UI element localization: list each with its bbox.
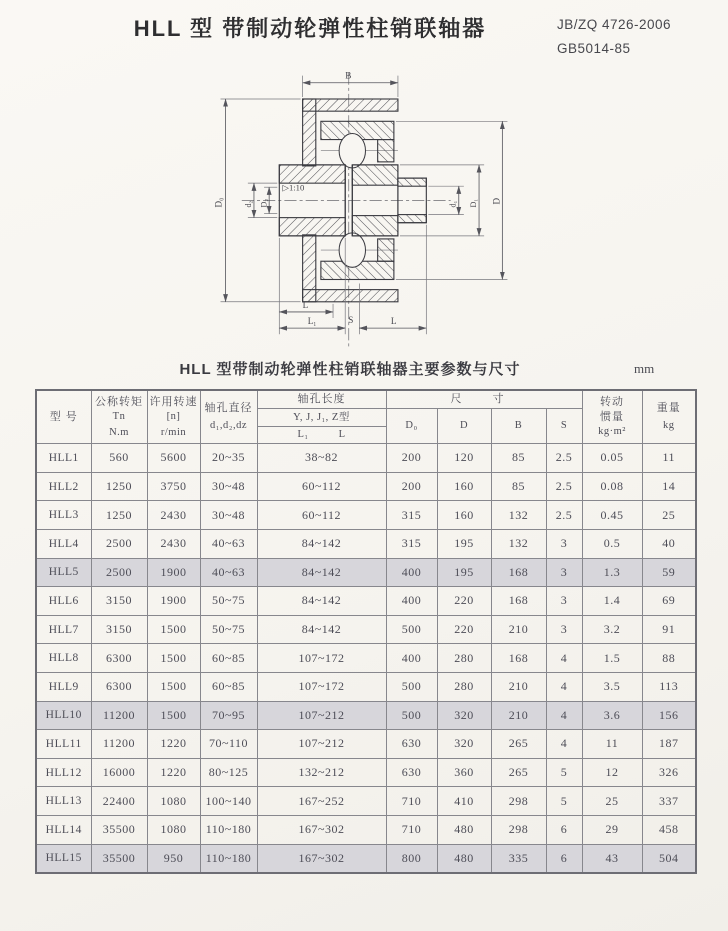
dim-l-right-label: L [390,316,397,327]
cell-d0: 200 [386,444,437,473]
cell-bore: 50~75 [200,587,257,616]
cell-n: 2430 [147,529,200,558]
cell-d0: 315 [386,529,437,558]
cell-inertia: 0.5 [582,529,642,558]
cell-s: 3 [546,615,582,644]
table-row [36,472,696,501]
cell-n: 950 [147,844,200,873]
header-col-d0-label: D₀ [405,420,418,432]
cell-n: 1500 [147,644,200,673]
cell-inertia: 3.6 [582,701,642,730]
cell-n: 1500 [147,615,200,644]
cell-model: HLL2 [36,472,91,501]
page-title: HLL 型 带制动轮弹性柱销联轴器 [133,16,487,41]
standard-jbzq: JB/ZQ 4726-2006 [557,17,672,32]
table-body [36,444,696,873]
cell-bore: 70~95 [200,701,257,730]
cell-tn: 11200 [91,730,147,759]
cell-d: 320 [437,730,491,759]
dim-d1-label: d₁ [448,200,458,208]
header-model-label: 型 号 [49,410,78,423]
cell-d: 195 [437,529,491,558]
cell-inertia: 29 [582,815,642,844]
header-l1-l [257,427,386,444]
dim-d2-label: d₂ [243,200,253,208]
dim-dz-label: D₂ [259,198,269,208]
cell-b: 132 [491,501,546,530]
header-weight-cn: 重量 [656,402,681,415]
cell-n: 5600 [147,444,200,473]
cell-inertia: 25 [582,787,642,816]
cell-d: 195 [437,558,491,587]
cell-inertia: 1.3 [582,558,642,587]
cell-model: HLL6 [36,587,91,616]
cell-bore: 20~35 [200,444,257,473]
cell-b: 335 [491,844,546,873]
header-inertia [582,390,642,444]
cell-s: 5 [546,758,582,787]
cell-n: 1900 [147,587,200,616]
cell-weight: 88 [642,644,696,673]
cell-tn: 35500 [91,844,147,873]
cell-model: HLL11 [36,730,91,759]
table-row [36,787,696,816]
cell-s: 3 [546,558,582,587]
cell-n: 1080 [147,787,200,816]
cell-weight: 14 [642,472,696,501]
cell-b: 210 [491,615,546,644]
header-bore-length-label: 轴孔长度 [297,393,346,405]
cell-inertia: 0.05 [582,444,642,473]
cell-len: 84~142 [257,558,386,587]
table-row [36,558,696,587]
cell-bore: 100~140 [200,787,257,816]
cell-d: 160 [437,501,491,530]
cell-len: 167~302 [257,815,386,844]
dim-b-label: B [345,70,352,81]
header-col-s [546,408,582,443]
cell-tn: 22400 [91,787,147,816]
header-torque-unit: N.m [109,426,129,438]
cell-d: 220 [437,587,491,616]
cell-model: HLL8 [36,644,91,673]
cell-d0: 710 [386,815,437,844]
cell-inertia: 1.4 [582,587,642,616]
cell-inertia: 0.08 [582,472,642,501]
cell-b: 265 [491,758,546,787]
cell-model: HLL12 [36,758,91,787]
cell-inertia: 3.2 [582,615,642,644]
coupling-drawing-svg [112,58,548,358]
header-bore-symbols: d₁,d₂,dz [210,419,247,431]
cell-d: 360 [437,758,491,787]
table-row [36,701,696,730]
table-row [36,730,696,759]
cell-s: 4 [546,730,582,759]
cell-bore: 40~63 [200,529,257,558]
header-speed-symbol: [n] [166,411,181,423]
dim-l1-label: L₁ [307,316,317,327]
cell-bore: 80~125 [200,758,257,787]
cell-d0: 400 [386,558,437,587]
cell-inertia: 0.45 [582,501,642,530]
cell-b: 168 [491,644,546,673]
cell-tn: 2500 [91,558,147,587]
cell-tn: 560 [91,444,147,473]
header-col-s-label: S [560,420,568,432]
cell-b: 298 [491,787,546,816]
header-bore-length-types-label: Y, J, J₁, Z型 [293,411,350,423]
cell-tn: 2500 [91,529,147,558]
cell-model: HLL15 [36,844,91,873]
cell-d: 280 [437,644,491,673]
cell-d0: 400 [386,587,437,616]
table-row [36,844,696,873]
cell-d0: 200 [386,472,437,501]
cell-s: 4 [546,644,582,673]
header-inertia-cn1: 转动 [600,395,624,408]
cell-d0: 500 [386,672,437,701]
header-weight-unit: kg [663,419,675,431]
header-col-b-label: B [514,420,523,432]
cell-inertia: 12 [582,758,642,787]
cell-model: HLL14 [36,815,91,844]
cell-n: 3750 [147,472,200,501]
header-weight [642,390,696,444]
cell-inertia: 3.5 [582,672,642,701]
dim-d0-label: D₀ [213,197,224,208]
cell-len: 60~112 [257,472,386,501]
cell-tn: 35500 [91,815,147,844]
cell-d: 410 [437,787,491,816]
cell-model: HLL1 [36,444,91,473]
cell-weight: 69 [642,587,696,616]
cell-bore: 110~180 [200,844,257,873]
header-speed-cn: 许用转速 [149,395,198,408]
cell-d0: 710 [386,787,437,816]
cell-s: 5 [546,787,582,816]
cell-d0: 500 [386,701,437,730]
header-l1-label: L₁ [297,429,309,441]
cell-inertia: 1.5 [582,644,642,673]
cell-d: 280 [437,672,491,701]
cell-tn: 16000 [91,758,147,787]
header-col-b [491,408,546,443]
cell-b: 85 [491,444,546,473]
cell-len: 107~172 [257,644,386,673]
cell-d0: 800 [386,844,437,873]
cell-d0: 630 [386,730,437,759]
cell-tn: 6300 [91,672,147,701]
header-torque [91,390,147,444]
header-l-label: L [338,429,346,441]
cell-s: 2.5 [546,472,582,501]
cell-tn: 1250 [91,501,147,530]
cell-d0: 315 [386,501,437,530]
header-inertia-cn2: 惯量 [600,410,624,423]
cell-weight: 25 [642,501,696,530]
cell-model: HLL5 [36,558,91,587]
table-caption: HLL 型带制动轮弹性柱销联轴器主要参数与尺寸 [179,361,521,378]
table-row [36,444,696,473]
table-row [36,672,696,701]
header-speed-unit: r/min [160,426,187,438]
cell-s: 4 [546,701,582,730]
cell-tn: 1250 [91,472,147,501]
cell-inertia: 43 [582,844,642,873]
header-torque-cn: 公称转矩 [95,395,143,408]
cell-len: 107~212 [257,701,386,730]
cell-len: 132~212 [257,758,386,787]
cell-model: HLL13 [36,787,91,816]
cell-bore: 40~63 [200,558,257,587]
header-bore-length [257,390,386,408]
cell-d: 320 [437,701,491,730]
standard-numbers [557,13,671,60]
cell-s: 6 [546,815,582,844]
cell-len: 84~142 [257,615,386,644]
cell-len: 84~142 [257,529,386,558]
header-col-d0 [386,408,437,443]
cell-weight: 156 [642,701,696,730]
cell-weight: 337 [642,787,696,816]
cell-weight: 326 [642,758,696,787]
cell-b: 168 [491,587,546,616]
cell-weight: 40 [642,529,696,558]
cell-weight: 91 [642,615,696,644]
cell-tn: 3150 [91,587,147,616]
cell-len: 84~142 [257,587,386,616]
cell-model: HLL3 [36,501,91,530]
cell-bore: 70~110 [200,730,257,759]
cell-model: HLL10 [36,701,91,730]
cell-s: 4 [546,672,582,701]
cell-model: HLL4 [36,529,91,558]
cell-b: 168 [491,558,546,587]
table-row [36,615,696,644]
cell-bore: 50~75 [200,615,257,644]
cell-bore: 30~48 [200,501,257,530]
header-bore-dia [200,390,257,444]
table-row [36,587,696,616]
cell-len: 167~252 [257,787,386,816]
cell-d0: 630 [386,758,437,787]
cell-b: 265 [491,730,546,759]
cell-n: 1220 [147,758,200,787]
cell-d: 220 [437,615,491,644]
cell-len: 60~112 [257,501,386,530]
dim-l-hub-label: L [302,299,309,310]
cell-n: 1500 [147,701,200,730]
cell-b: 132 [491,529,546,558]
cell-weight: 458 [642,815,696,844]
cell-tn: 11200 [91,701,147,730]
table-row [36,501,696,530]
header-col-d-label: D [459,420,469,432]
dim-d1cap-label: D₁ [469,198,479,208]
cell-b: 210 [491,701,546,730]
header-dimensions [386,390,582,408]
cell-d: 480 [437,815,491,844]
cell-bore: 60~85 [200,644,257,673]
header-bore-length-types [257,408,386,426]
cell-inertia: 11 [582,730,642,759]
cell-n: 1080 [147,815,200,844]
cell-len: 38~82 [257,444,386,473]
cell-s: 2.5 [546,501,582,530]
cell-n: 1220 [147,730,200,759]
cell-n: 1900 [147,558,200,587]
table-header [36,390,696,444]
cell-n: 1500 [147,672,200,701]
cell-d0: 500 [386,615,437,644]
table-row [36,815,696,844]
cell-weight: 504 [642,844,696,873]
table-row [36,644,696,673]
cell-weight: 59 [642,558,696,587]
header-inertia-unit: kg·m² [598,426,626,438]
cell-b: 85 [491,472,546,501]
cell-model: HLL7 [36,615,91,644]
cell-weight: 187 [642,730,696,759]
cell-n: 2430 [147,501,200,530]
taper-label: ▷1:10 [282,182,305,193]
cell-d: 160 [437,472,491,501]
cell-d: 120 [437,444,491,473]
header-col-d [437,408,491,443]
table-row [36,529,696,558]
cell-s: 2.5 [546,444,582,473]
dim-d-label: D [491,197,502,205]
cell-tn: 3150 [91,615,147,644]
dim-s-label: S [348,315,354,326]
coupling-section-drawing [112,58,548,358]
cell-s: 6 [546,844,582,873]
cell-len: 107~172 [257,672,386,701]
header-bore-cn: 轴孔直径 [204,402,253,415]
cell-s: 3 [546,529,582,558]
table-row [36,758,696,787]
header-model [36,390,91,444]
cell-len: 167~302 [257,844,386,873]
cell-weight: 11 [642,444,696,473]
header-torque-symbol: Tn [112,411,126,423]
cell-d: 480 [437,844,491,873]
cell-d0: 400 [386,644,437,673]
standard-gb: GB5014-85 [557,40,631,56]
cell-b: 298 [491,815,546,844]
header-dimensions-label: 尺 寸 [450,393,518,405]
cell-bore: 60~85 [200,672,257,701]
cell-s: 3 [546,587,582,616]
cell-model: HLL9 [36,672,91,701]
header-speed [147,390,200,444]
parameters-table [35,389,697,874]
cell-weight: 113 [642,672,696,701]
cell-tn: 6300 [91,644,147,673]
cell-bore: 110~180 [200,815,257,844]
cell-bore: 30~48 [200,472,257,501]
unit-label: mm [634,361,655,376]
cell-b: 210 [491,672,546,701]
cell-len: 107~212 [257,730,386,759]
